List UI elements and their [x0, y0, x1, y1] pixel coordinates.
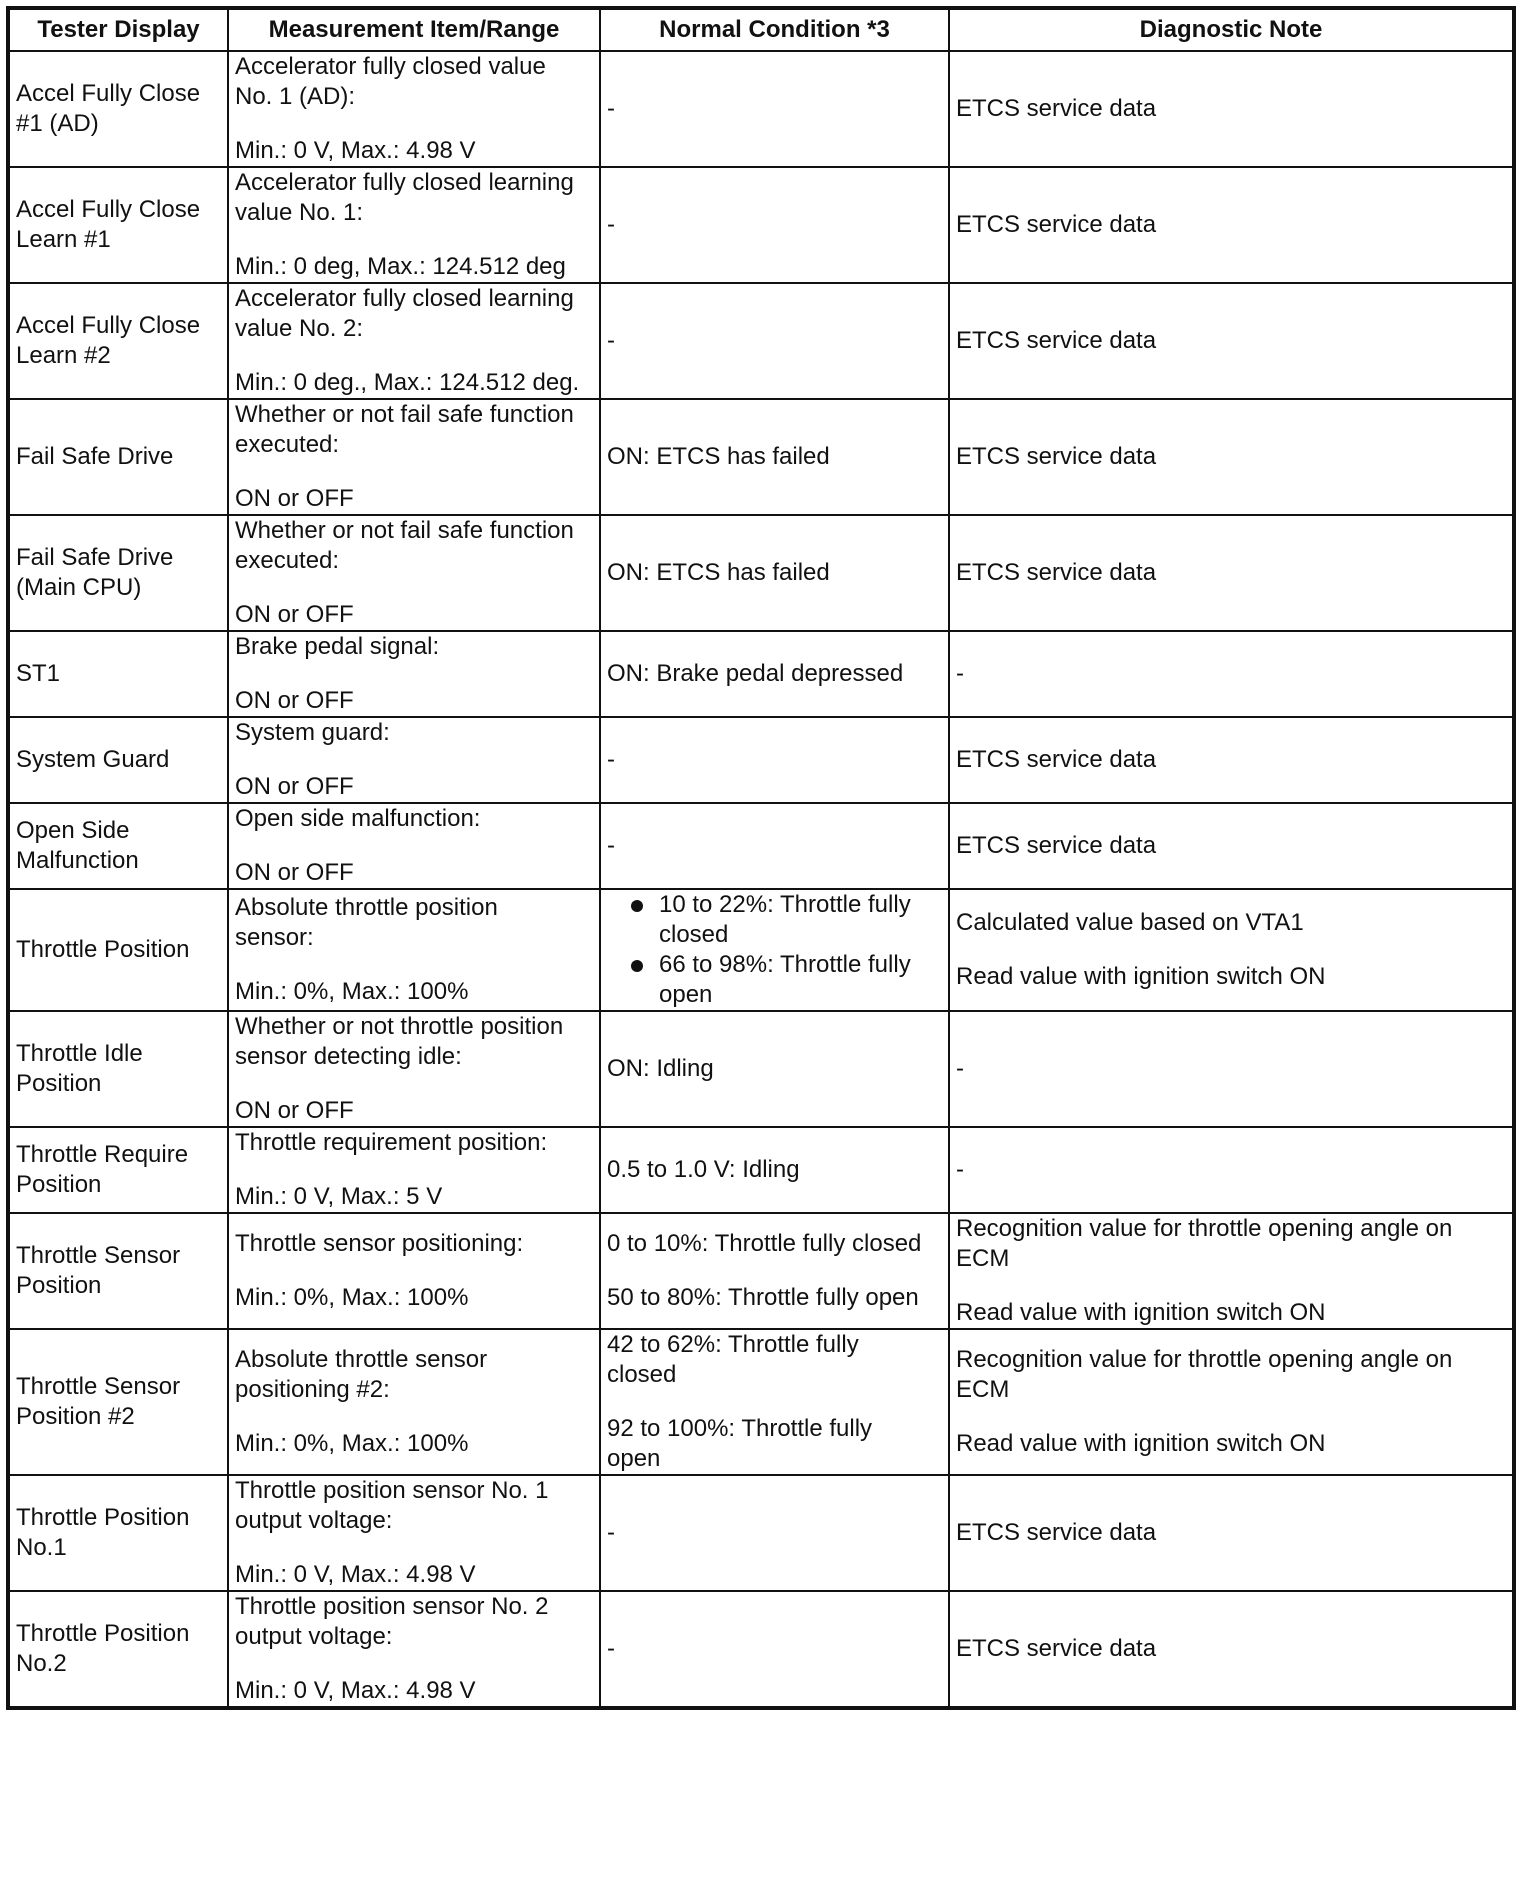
measurement-cell	[228, 51, 600, 167]
normal-condition-text: ON: Brake pedal depressed	[607, 660, 904, 687]
diagnostic-note-text: -	[956, 660, 964, 687]
tester-display-cell	[8, 631, 228, 717]
measurement-cell	[228, 515, 600, 631]
measurement-text: Min.: 0 V, Max.: 4.98 V	[235, 137, 476, 164]
tester-display-cell	[8, 515, 228, 631]
measurement-cell	[228, 1213, 600, 1329]
measurement-text: Accelerator fully closed value No. 1 (AD):	[235, 53, 546, 110]
normal-condition-text: 42 to 62%: Throttle fully closed	[607, 1331, 859, 1388]
tester-display-cell	[8, 167, 228, 283]
measurement-text: ON or OFF	[235, 687, 354, 714]
tester-display-text: Throttle Sensor Position #2	[16, 1373, 181, 1430]
paragraph-gap	[235, 112, 593, 136]
header-diagnostic-note: Diagnostic Note	[949, 8, 1514, 51]
normal-condition-text: -	[607, 1519, 615, 1546]
paragraph-gap	[235, 1652, 593, 1676]
paragraph-gap	[235, 1536, 593, 1560]
paragraph-gap	[235, 228, 593, 252]
measurement-cell	[228, 1591, 600, 1708]
paragraph-gap	[235, 834, 593, 858]
tester-display-text: Throttle Idle Position	[16, 1040, 143, 1097]
diagnostic-note-cell	[949, 717, 1514, 803]
normal-condition-cell	[600, 283, 949, 399]
measurement-text: Throttle sensor positioning:	[235, 1230, 524, 1257]
diagnostic-note-cell	[949, 889, 1514, 1011]
tester-display-text: Throttle Require Position	[16, 1141, 189, 1198]
normal-condition-bullet: 66 to 98%: Throttle fully open	[627, 950, 942, 1010]
measurement-text: Throttle position sensor No. 1 output voltage:	[235, 1477, 549, 1534]
tester-display-text: Throttle Position No.1	[16, 1504, 190, 1561]
measurement-text: Min.: 0 V, Max.: 5 V	[235, 1183, 443, 1210]
header-row	[8, 8, 1514, 51]
tester-display-cell	[8, 1475, 228, 1591]
tester-display-text: Fail Safe Drive (Main CPU)	[16, 544, 174, 601]
measurement-text: Whether or not throttle position sensor detecting idle:	[235, 1013, 564, 1070]
normal-condition-text: 0 to 10%: Throttle fully closed	[607, 1230, 922, 1257]
paragraph-gap	[956, 938, 1506, 962]
normal-condition-text: -	[607, 1635, 615, 1662]
header-normal-condition: Normal Condition *3	[600, 8, 949, 51]
measurement-text: System guard:	[235, 719, 390, 746]
table-row	[8, 51, 1514, 167]
diagnostic-note-cell	[949, 283, 1514, 399]
measurement-text: Accelerator fully closed learning value No. 2:	[235, 285, 574, 342]
diagnostic-note-cell	[949, 1213, 1514, 1329]
measurement-text: Absolute throttle position sensor:	[235, 894, 498, 951]
diagnostic-note-text: ETCS service data	[956, 1519, 1157, 1546]
normal-condition-text: 92 to 100%: Throttle fully open	[607, 1415, 873, 1472]
tester-display-text: Throttle Position	[16, 936, 190, 963]
normal-condition-text: -	[607, 327, 615, 354]
normal-condition-cell	[600, 1011, 949, 1127]
measurement-text: Whether or not fail safe function executed:	[235, 517, 574, 574]
measurement-cell	[228, 717, 600, 803]
table-row	[8, 1011, 1514, 1127]
normal-condition-cell	[600, 717, 949, 803]
paragraph-gap	[607, 1259, 942, 1283]
tester-display-cell	[8, 717, 228, 803]
table-row	[8, 515, 1514, 631]
paragraph-gap	[956, 1405, 1506, 1429]
tester-display-cell	[8, 283, 228, 399]
measurement-cell	[228, 803, 600, 889]
normal-condition-cell	[600, 631, 949, 717]
paragraph-gap	[235, 748, 593, 772]
data-list-sheet	[6, 6, 1516, 1710]
tester-display-cell	[8, 1011, 228, 1127]
diagnostic-note-cell	[949, 803, 1514, 889]
tester-display-text: Throttle Position No.2	[16, 1620, 190, 1677]
measurement-text: Absolute throttle sensor positioning #2:	[235, 1346, 488, 1403]
diagnostic-note-cell	[949, 515, 1514, 631]
normal-condition-cell	[600, 889, 949, 1011]
diagnostic-note-text: -	[956, 1156, 964, 1183]
diagnostic-note-cell	[949, 51, 1514, 167]
measurement-text: Brake pedal signal:	[235, 633, 440, 660]
measurement-cell	[228, 283, 600, 399]
normal-condition-text: -	[607, 832, 615, 859]
measurement-text: Min.: 0%, Max.: 100%	[235, 978, 469, 1005]
normal-condition-cell	[600, 1475, 949, 1591]
tester-display-cell	[8, 889, 228, 1011]
measurement-text: Min.: 0%, Max.: 100%	[235, 1284, 469, 1311]
normal-condition-text: ON: ETCS has failed	[607, 443, 830, 470]
tester-display-text: Open Side Malfunction	[16, 817, 139, 874]
normal-condition-cell	[600, 167, 949, 283]
measurement-cell	[228, 1011, 600, 1127]
paragraph-gap	[235, 662, 593, 686]
diagnostic-note-text: ETCS service data	[956, 211, 1157, 238]
tester-display-text: System Guard	[16, 746, 170, 773]
measurement-text: Whether or not fail safe function executed:	[235, 401, 574, 458]
table-row	[8, 1329, 1514, 1475]
diagnostic-note-text: ETCS service data	[956, 443, 1157, 470]
tester-display-cell	[8, 1329, 228, 1475]
paragraph-gap	[235, 576, 593, 600]
normal-condition-cell	[600, 1127, 949, 1213]
measurement-text: ON or OFF	[235, 859, 354, 886]
normal-condition-text: -	[607, 211, 615, 238]
diagnostic-note-cell	[949, 631, 1514, 717]
measurement-cell	[228, 167, 600, 283]
measurement-text: ON or OFF	[235, 601, 354, 628]
tester-display-text: Accel Fully Close Learn #1	[16, 196, 201, 253]
measurement-cell	[228, 399, 600, 515]
normal-condition-bullet: 10 to 22%: Throttle fully closed	[627, 890, 942, 950]
tester-display-text: Fail Safe Drive	[16, 443, 174, 470]
diagnostic-note-cell	[949, 1475, 1514, 1591]
normal-condition-cell	[600, 51, 949, 167]
diagnostic-note-cell	[949, 167, 1514, 283]
header-tester-display: Tester Display	[8, 8, 228, 51]
diagnostic-note-cell	[949, 1329, 1514, 1475]
diagnostic-note-text: Calculated value based on VTA1	[956, 909, 1304, 936]
normal-condition-text: ON: Idling	[607, 1055, 714, 1082]
tester-display-cell	[8, 1213, 228, 1329]
table-row	[8, 167, 1514, 283]
table-row	[8, 889, 1514, 1011]
diagnostic-note-text: ETCS service data	[956, 559, 1157, 586]
diagnostic-note-text: ETCS service data	[956, 746, 1157, 773]
diagnostic-note-text: -	[956, 1055, 964, 1082]
data-list-table	[6, 6, 1516, 1710]
measurement-text: ON or OFF	[235, 485, 354, 512]
tester-display-cell	[8, 51, 228, 167]
table-row	[8, 1213, 1514, 1329]
normal-condition-text: -	[607, 95, 615, 122]
paragraph-gap	[607, 1390, 942, 1414]
diagnostic-note-cell	[949, 1127, 1514, 1213]
measurement-cell	[228, 1127, 600, 1213]
diagnostic-note-cell	[949, 1011, 1514, 1127]
measurement-text: Min.: 0 deg., Max.: 124.512 deg.	[235, 369, 580, 396]
normal-condition-cell	[600, 803, 949, 889]
normal-condition-text: 50 to 80%: Throttle fully open	[607, 1284, 919, 1311]
measurement-cell	[228, 889, 600, 1011]
measurement-text: Min.: 0%, Max.: 100%	[235, 1430, 469, 1457]
measurement-text: ON or OFF	[235, 773, 354, 800]
paragraph-gap	[956, 1274, 1506, 1298]
tester-display-cell	[8, 1591, 228, 1708]
measurement-text: Open side malfunction:	[235, 805, 481, 832]
table-row	[8, 803, 1514, 889]
paragraph-gap	[235, 1158, 593, 1182]
measurement-cell	[228, 631, 600, 717]
measurement-text: ON or OFF	[235, 1097, 354, 1124]
normal-condition-text: 0.5 to 1.0 V: Idling	[607, 1156, 800, 1183]
header-measurement-item: Measurement Item/Range	[228, 8, 600, 51]
diagnostic-note-text: ETCS service data	[956, 832, 1157, 859]
normal-condition-cell	[600, 1591, 949, 1708]
diagnostic-note-cell	[949, 399, 1514, 515]
normal-condition-bullets	[607, 890, 942, 1010]
diagnostic-note-text: Read value with ignition switch ON	[956, 1299, 1326, 1326]
measurement-text: Accelerator fully closed learning value No. 1:	[235, 169, 574, 226]
diagnostic-note-text: ETCS service data	[956, 1635, 1157, 1662]
measurement-text: Min.: 0 deg, Max.: 124.512 deg	[235, 253, 566, 280]
measurement-text: Min.: 0 V, Max.: 4.98 V	[235, 1561, 476, 1588]
table-row	[8, 399, 1514, 515]
tester-display-text: ST1	[16, 660, 61, 687]
diagnostic-note-text: Recognition value for throttle opening angle on ECM	[956, 1215, 1453, 1272]
measurement-cell	[228, 1475, 600, 1591]
measurement-cell	[228, 1329, 600, 1475]
measurement-text: Throttle requirement position:	[235, 1129, 548, 1156]
normal-condition-cell	[600, 399, 949, 515]
table-row	[8, 717, 1514, 803]
tester-display-text: Throttle Sensor Position	[16, 1242, 181, 1299]
tester-display-text: Accel Fully Close Learn #2	[16, 312, 201, 369]
tester-display-cell	[8, 1127, 228, 1213]
paragraph-gap	[235, 1405, 593, 1429]
diagnostic-note-text: Read value with ignition switch ON	[956, 1430, 1326, 1457]
diagnostic-note-text: Read value with ignition switch ON	[956, 963, 1326, 990]
paragraph-gap	[235, 344, 593, 368]
table-row	[8, 1591, 1514, 1708]
table-body	[8, 51, 1514, 1708]
normal-condition-cell	[600, 515, 949, 631]
table-row	[8, 631, 1514, 717]
diagnostic-note-text: ETCS service data	[956, 95, 1157, 122]
table-row	[8, 283, 1514, 399]
paragraph-gap	[235, 953, 593, 977]
paragraph-gap	[235, 460, 593, 484]
diagnostic-note-text: Recognition value for throttle opening angle on ECM	[956, 1346, 1453, 1403]
table-row	[8, 1475, 1514, 1591]
tester-display-cell	[8, 399, 228, 515]
measurement-text: Throttle position sensor No. 2 output voltage:	[235, 1593, 549, 1650]
normal-condition-text: ON: ETCS has failed	[607, 559, 830, 586]
paragraph-gap	[235, 1072, 593, 1096]
normal-condition-cell	[600, 1213, 949, 1329]
paragraph-gap	[235, 1259, 593, 1283]
normal-condition-cell	[600, 1329, 949, 1475]
tester-display-text: Accel Fully Close #1 (AD)	[16, 80, 201, 137]
diagnostic-note-cell	[949, 1591, 1514, 1708]
measurement-text: Min.: 0 V, Max.: 4.98 V	[235, 1677, 476, 1704]
table-row	[8, 1127, 1514, 1213]
normal-condition-text: -	[607, 746, 615, 773]
tester-display-cell	[8, 803, 228, 889]
diagnostic-note-text: ETCS service data	[956, 327, 1157, 354]
